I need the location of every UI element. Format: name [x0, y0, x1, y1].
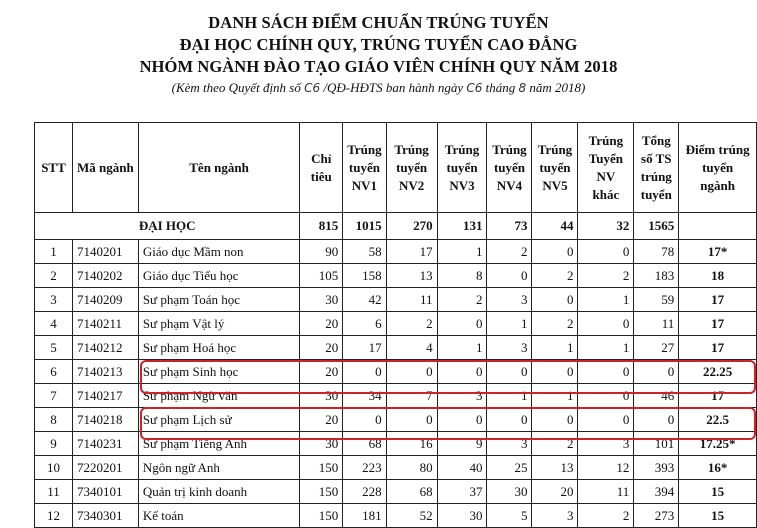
row-nv4: 0 [487, 408, 532, 432]
row-total: 11 [634, 312, 679, 336]
row-stt: 6 [35, 360, 73, 384]
row-score: 15 [679, 480, 757, 504]
row-nv3: 37 [437, 480, 487, 504]
group-nv-other: 32 [578, 213, 634, 240]
row-name: Sư phạm Lịch sử [138, 408, 300, 432]
header-row [35, 123, 757, 213]
row-name: Sư phạm Vật lý [138, 312, 300, 336]
group-total: 1565 [634, 213, 679, 240]
row-stt: 2 [35, 264, 73, 288]
row-code: 7140213 [72, 360, 138, 384]
row-stt: 1 [35, 240, 73, 264]
row-total: 27 [634, 336, 679, 360]
row-nv4: 5 [487, 504, 532, 528]
row-quota: 20 [300, 312, 343, 336]
row-nv1: 42 [343, 288, 386, 312]
row-nv2: 0 [386, 360, 437, 384]
row-quota: 90 [300, 240, 343, 264]
row-name: Sư phạm Sinh học [138, 360, 300, 384]
row-quota: 20 [300, 360, 343, 384]
col-header-stt: STT [35, 123, 73, 213]
group-nv5: 44 [532, 213, 578, 240]
group-nv2: 270 [386, 213, 437, 240]
row-total: 46 [634, 384, 679, 408]
col-header-nv5: Trúng tuyển NV5 [532, 123, 578, 213]
row-code: 7340101 [72, 480, 138, 504]
row-nv2: 4 [386, 336, 437, 360]
table-row [35, 456, 757, 480]
row-nv5: 1 [532, 336, 578, 360]
row-nv1: 181 [343, 504, 386, 528]
row-nv5: 0 [532, 240, 578, 264]
group-nv3: 131 [437, 213, 487, 240]
row-nv1: 68 [343, 432, 386, 456]
row-nv5: 20 [532, 480, 578, 504]
col-header-name: Tên ngành [138, 123, 300, 213]
row-nv4: 30 [487, 480, 532, 504]
row-stt: 5 [35, 336, 73, 360]
col-header-code: Mã ngành [72, 123, 138, 213]
row-stt: 9 [35, 432, 73, 456]
table-row [35, 384, 757, 408]
row-name: Ngôn ngữ Anh [138, 456, 300, 480]
row-nv3: 0 [437, 312, 487, 336]
subtitle-part-b: /QĐ-HĐTS ban hành ngày [320, 80, 467, 95]
row-quota: 20 [300, 336, 343, 360]
row-stt: 8 [35, 408, 73, 432]
row-nv4: 1 [487, 384, 532, 408]
row-nv-other: 0 [578, 240, 634, 264]
row-total: 183 [634, 264, 679, 288]
row-score: 15 [679, 504, 757, 528]
row-nv3: 40 [437, 456, 487, 480]
row-name: Sư phạm Toán học [138, 288, 300, 312]
row-score: 18 [679, 264, 757, 288]
subtitle-part-c: tháng [482, 80, 519, 95]
title-line-3: NHÓM NGÀNH ĐÀO TẠO GIÁO VIÊN CHÍNH QUY NĂM 2018 [139, 57, 618, 76]
row-total: 393 [634, 456, 679, 480]
group-quota: 815 [300, 213, 343, 240]
table-row [35, 336, 757, 360]
table-row [35, 504, 757, 528]
row-nv3: 9 [437, 432, 487, 456]
row-score: 17.25* [679, 432, 757, 456]
group-row-dai-hoc [35, 213, 757, 240]
row-name: Giáo dục Tiểu học [138, 264, 300, 288]
row-score: 17 [679, 312, 757, 336]
row-quota: 150 [300, 504, 343, 528]
table-row [35, 480, 757, 504]
row-nv1: 6 [343, 312, 386, 336]
row-nv-other: 0 [578, 312, 634, 336]
row-quota: 30 [300, 288, 343, 312]
row-nv3: 30 [437, 504, 487, 528]
row-nv2: 16 [386, 432, 437, 456]
row-nv3: 8 [437, 264, 487, 288]
row-code: 7140209 [72, 288, 138, 312]
col-header-nv4: Trúng tuyển NV4 [487, 123, 532, 213]
row-quota: 105 [300, 264, 343, 288]
group-label: ĐẠI HỌC [35, 213, 300, 240]
row-nv-other: 1 [578, 288, 634, 312]
col-header-nv3: Trúng tuyển NV3 [437, 123, 487, 213]
row-name: Sư phạm Tiếng Anh [138, 432, 300, 456]
row-score: 22.25 [679, 360, 757, 384]
document-header [0, 12, 757, 97]
row-nv-other: 0 [578, 384, 634, 408]
row-nv-other: 0 [578, 360, 634, 384]
subtitle-part-d: năm 2018) [526, 80, 586, 95]
row-nv1: 158 [343, 264, 386, 288]
row-name: Quản trị kinh doanh [138, 480, 300, 504]
subtitle-part-a: (Kèm theo Quyết định số [171, 80, 305, 95]
row-stt: 10 [35, 456, 73, 480]
title-line-2: ĐẠI HỌC CHÍNH QUY, TRÚNG TUYỂN CAO ĐẲNG [179, 35, 578, 54]
row-score: 16* [679, 456, 757, 480]
col-header-total: Tổng số TS trúng tuyển [634, 123, 679, 213]
row-code: 7140212 [72, 336, 138, 360]
table-row [35, 360, 757, 384]
row-nv2: 80 [386, 456, 437, 480]
title-line-1: DANH SÁCH ĐIỂM CHUẨN TRÚNG TUYỂN [208, 13, 549, 32]
group-nv4: 73 [487, 213, 532, 240]
row-nv2: 68 [386, 480, 437, 504]
row-nv1: 228 [343, 480, 386, 504]
row-nv5: 2 [532, 432, 578, 456]
row-stt: 7 [35, 384, 73, 408]
row-nv3: 0 [437, 360, 487, 384]
row-nv5: 2 [532, 264, 578, 288]
row-name: Kế toán [138, 504, 300, 528]
row-nv5: 1 [532, 384, 578, 408]
col-header-score: Điểm trúng tuyển ngành [679, 123, 757, 213]
row-nv5: 0 [532, 288, 578, 312]
row-nv2: 2 [386, 312, 437, 336]
row-total: 0 [634, 360, 679, 384]
row-nv-other: 3 [578, 432, 634, 456]
table-row [35, 240, 757, 264]
row-stt: 4 [35, 312, 73, 336]
row-total: 78 [634, 240, 679, 264]
row-score: 17 [679, 288, 757, 312]
row-nv1: 0 [343, 408, 386, 432]
row-score: 17* [679, 240, 757, 264]
row-nv3: 0 [437, 408, 487, 432]
row-nv4: 2 [487, 240, 532, 264]
row-nv1: 0 [343, 360, 386, 384]
row-quota: 30 [300, 384, 343, 408]
group-nv1: 1015 [343, 213, 386, 240]
row-nv4: 25 [487, 456, 532, 480]
row-nv1: 17 [343, 336, 386, 360]
row-nv2: 11 [386, 288, 437, 312]
col-header-nv-other: Trúng Tuyển NV khác [578, 123, 634, 213]
row-nv5: 0 [532, 408, 578, 432]
group-score [679, 213, 757, 240]
row-nv1: 58 [343, 240, 386, 264]
row-nv2: 7 [386, 384, 437, 408]
table-row [35, 432, 757, 456]
col-header-nv1: Trúng tuyển NV1 [343, 123, 386, 213]
row-nv2: 52 [386, 504, 437, 528]
row-nv-other: 1 [578, 336, 634, 360]
row-name: Sư phạm Ngữ văn [138, 384, 300, 408]
row-quota: 20 [300, 408, 343, 432]
decision-reference [0, 79, 757, 97]
row-quota: 150 [300, 480, 343, 504]
row-code: 7220201 [72, 456, 138, 480]
row-total: 394 [634, 480, 679, 504]
row-total: 273 [634, 504, 679, 528]
row-score: 17 [679, 384, 757, 408]
handwritten-decision-number: C6 [304, 81, 321, 95]
row-nv-other: 11 [578, 480, 634, 504]
admission-score-table [34, 122, 757, 528]
row-total: 59 [634, 288, 679, 312]
row-code: 7140231 [72, 432, 138, 456]
row-name: Sư phạm Hoá học [138, 336, 300, 360]
table-row [35, 408, 757, 432]
row-code: 7140201 [72, 240, 138, 264]
row-total: 101 [634, 432, 679, 456]
row-score: 17 [679, 336, 757, 360]
row-nv5: 0 [532, 360, 578, 384]
row-code: 7340301 [72, 504, 138, 528]
row-nv2: 0 [386, 408, 437, 432]
row-stt: 12 [35, 504, 73, 528]
row-nv-other: 2 [578, 504, 634, 528]
row-nv4: 0 [487, 360, 532, 384]
col-header-quota: Chỉ tiêu [300, 123, 343, 213]
row-code: 7140218 [72, 408, 138, 432]
table-row [35, 264, 757, 288]
row-nv4: 0 [487, 264, 532, 288]
row-nv5: 2 [532, 312, 578, 336]
row-nv2: 17 [386, 240, 437, 264]
handwritten-day: C6 [466, 81, 483, 95]
row-stt: 3 [35, 288, 73, 312]
table-row [35, 312, 757, 336]
row-nv3: 2 [437, 288, 487, 312]
row-nv4: 1 [487, 312, 532, 336]
row-nv4: 3 [487, 432, 532, 456]
row-nv-other: 2 [578, 264, 634, 288]
row-nv1: 34 [343, 384, 386, 408]
table-row [35, 288, 757, 312]
row-nv4: 3 [487, 288, 532, 312]
row-name: Giáo dục Mầm non [138, 240, 300, 264]
row-nv3: 1 [437, 336, 487, 360]
row-nv3: 1 [437, 240, 487, 264]
row-code: 7140202 [72, 264, 138, 288]
row-nv5: 3 [532, 504, 578, 528]
row-code: 7140217 [72, 384, 138, 408]
row-nv1: 223 [343, 456, 386, 480]
row-nv-other: 0 [578, 408, 634, 432]
row-quota: 30 [300, 432, 343, 456]
col-header-nv2: Trúng tuyển NV2 [386, 123, 437, 213]
handwritten-month: 8 [518, 81, 527, 95]
row-total: 0 [634, 408, 679, 432]
row-nv5: 13 [532, 456, 578, 480]
row-stt: 11 [35, 480, 73, 504]
row-nv4: 3 [487, 336, 532, 360]
row-quota: 150 [300, 456, 343, 480]
row-nv-other: 12 [578, 456, 634, 480]
row-score: 22.5 [679, 408, 757, 432]
row-nv3: 3 [437, 384, 487, 408]
row-code: 7140211 [72, 312, 138, 336]
row-nv2: 13 [386, 264, 437, 288]
